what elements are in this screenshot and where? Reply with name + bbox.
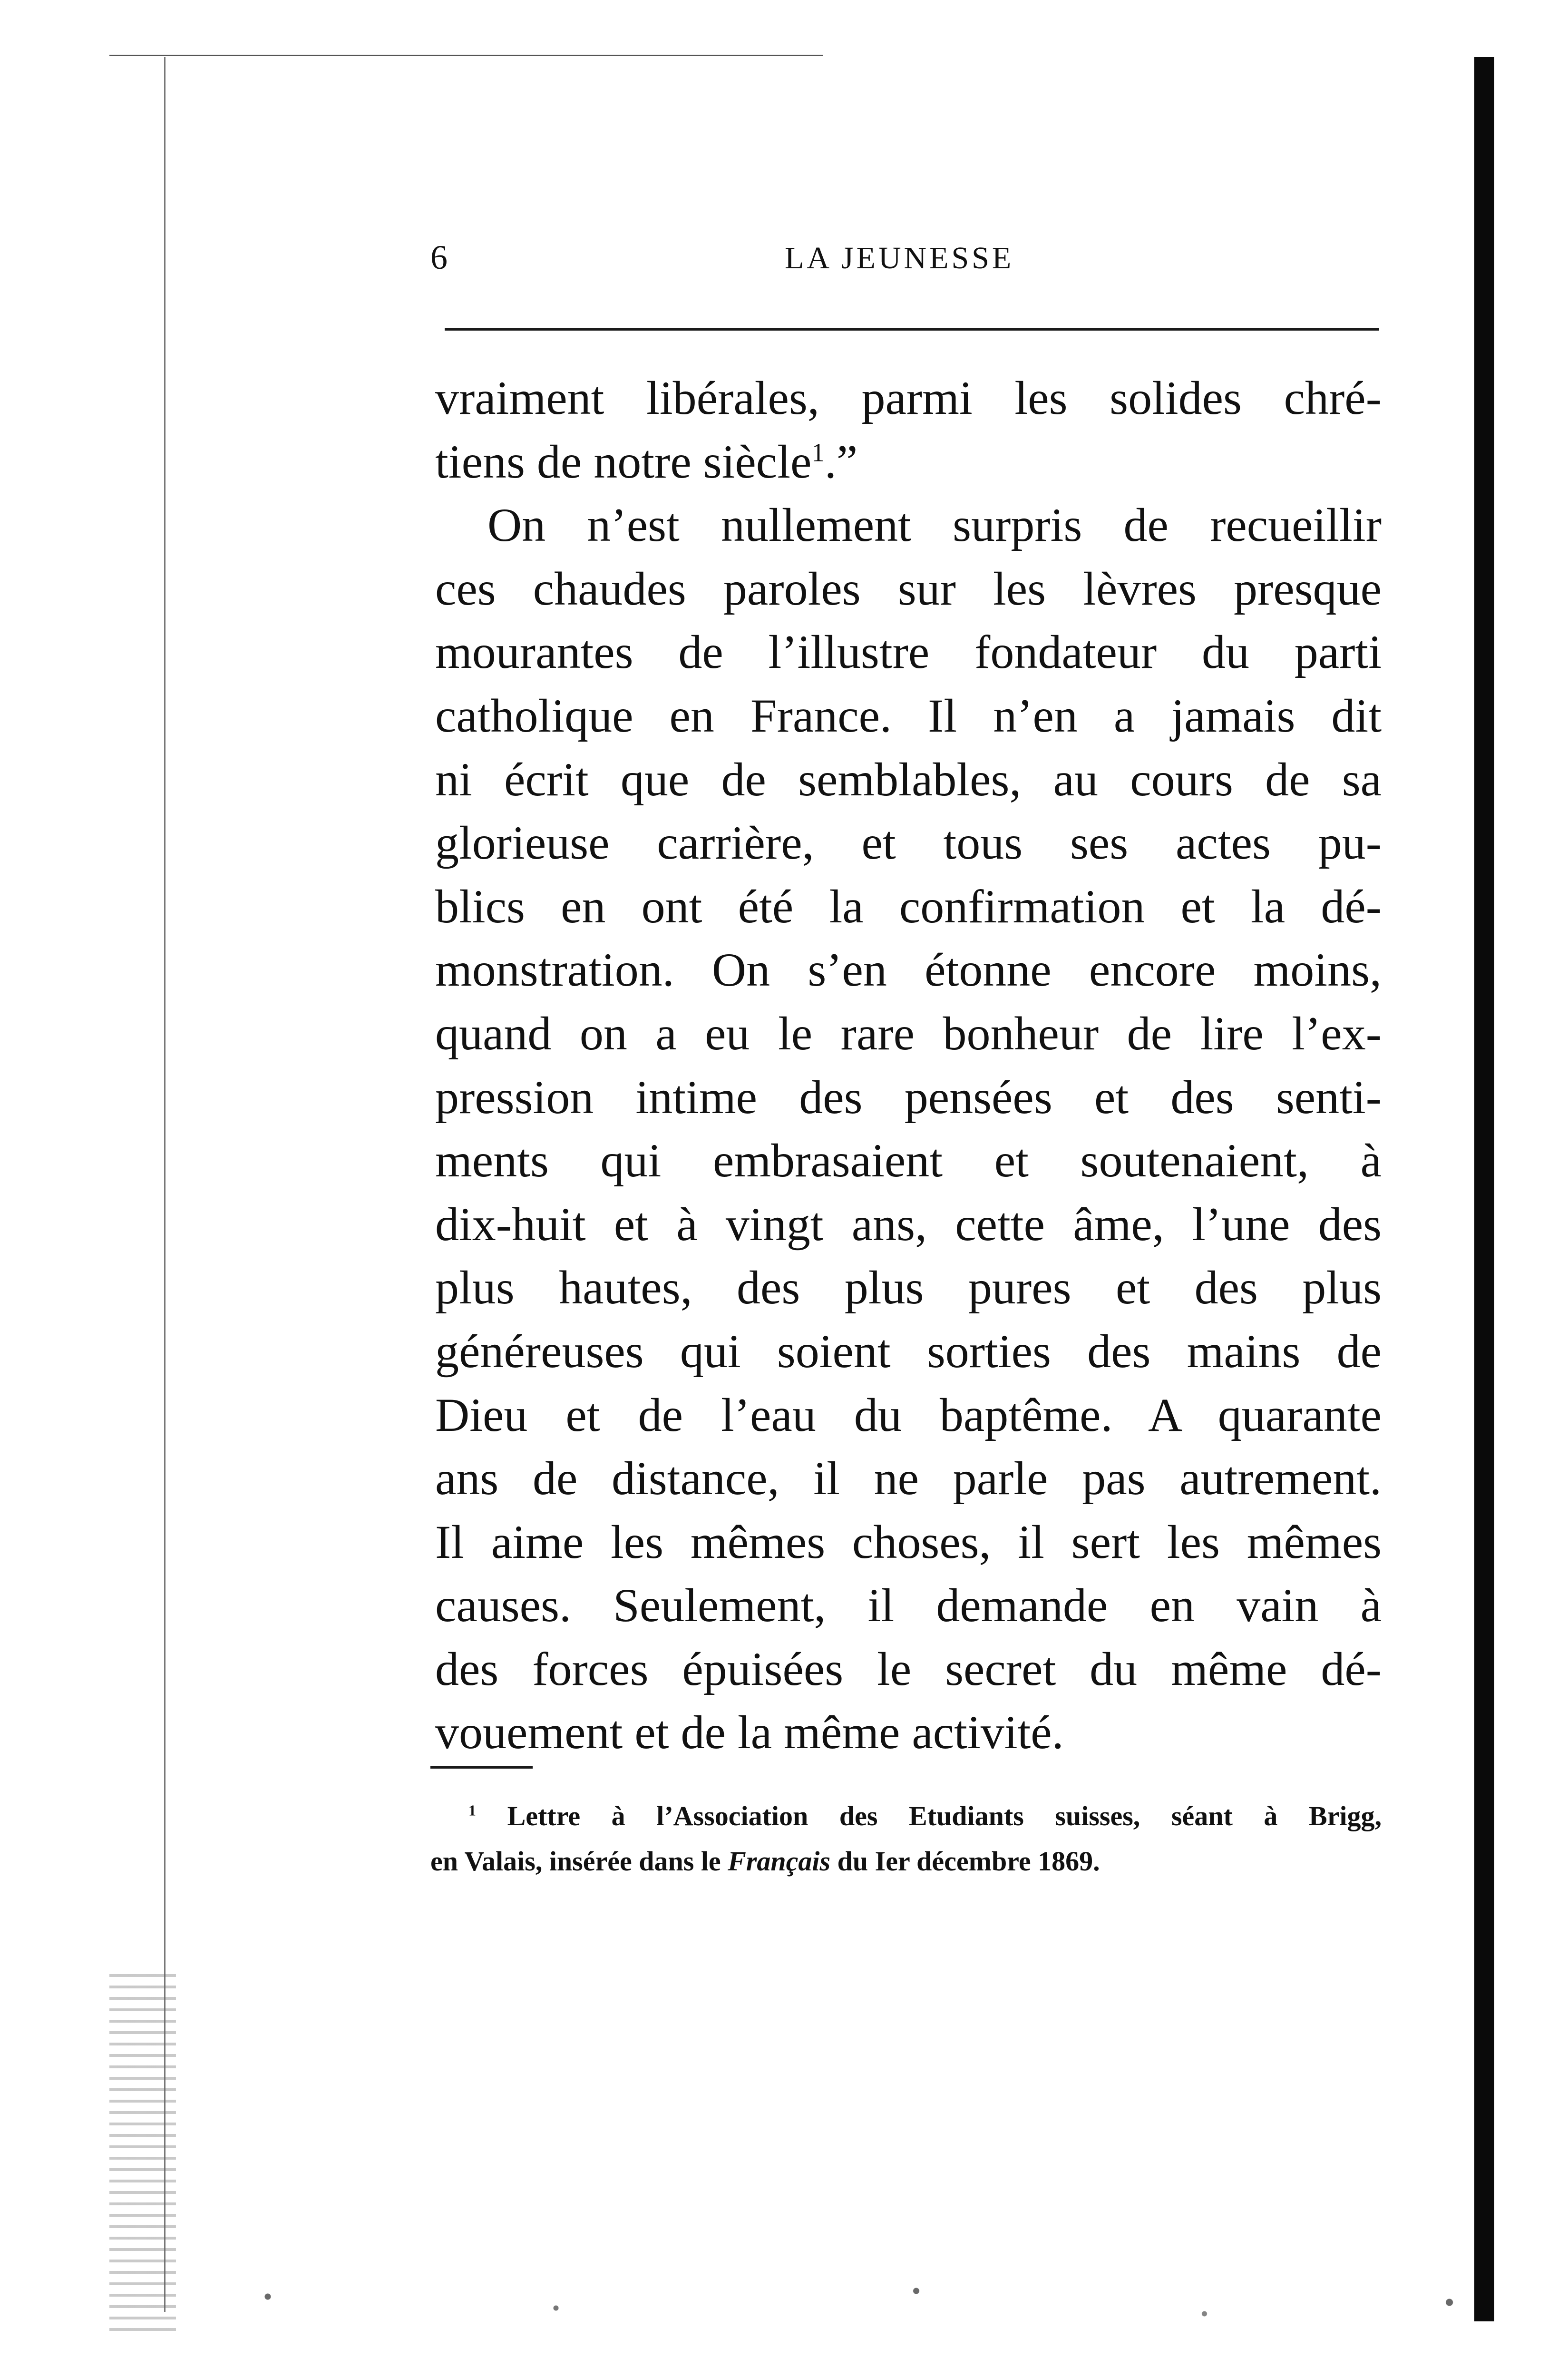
text-line: Dieu et de l’eau du baptême. A quarante — [435, 1388, 1382, 1441]
text-line: plus hautes, des plus pures et des plus — [435, 1261, 1382, 1314]
text-line: mourantes de l’illustre fondateur du parti — [435, 626, 1382, 679]
footnote — [430, 1793, 1382, 1884]
text-line: ments qui embrasaient et soutenaient, à — [435, 1134, 1382, 1187]
text-line: quand on a eu le rare bonheur de lire l’ex- — [435, 1007, 1382, 1060]
text-line: dix-huit et à vingt ans, cette âme, l’une des — [435, 1197, 1382, 1251]
scan-edge-top — [109, 55, 823, 56]
scan-edge-right-bar — [1474, 57, 1494, 2321]
footnote-reference: 1 — [811, 438, 825, 467]
text-line: blics en ont été la confirmation et la dé- — [435, 880, 1382, 933]
footnote-rule — [430, 1766, 533, 1769]
text-line: vouement et de la même activité. — [435, 1706, 1064, 1759]
scan-noise-bottom — [124, 2274, 1565, 2331]
text-line: généreuses qui soient sorties des mains de — [435, 1324, 1382, 1378]
footnote-marker: 1 — [468, 1802, 476, 1819]
running-title: LA JEUNESSE — [785, 241, 1014, 275]
scan-edge-left — [164, 57, 166, 2312]
text-line: causes. Seulement, il demande en vain à — [435, 1579, 1382, 1632]
text-line: des forces épuisées le secret du même dé- — [435, 1642, 1382, 1695]
text-line: vraiment libérales, parmi les solides chré- — [435, 372, 1382, 424]
text-line: ni écrit que de semblables, au cours de sa — [435, 753, 1382, 806]
body-text — [435, 366, 1382, 1764]
newspaper-title: Français — [728, 1846, 831, 1877]
page-number: 6 — [430, 238, 448, 276]
footnote-line: en Valais, insérée dans le Français du Ier décembre 1869. — [430, 1846, 1100, 1877]
text-line: ces chaudes paroles sur les lèvres presque — [435, 562, 1382, 615]
text-line: catholique en France. Il n’en a jamais dit — [435, 689, 1382, 742]
text-line: monstration. On s’en étonne encore moins, — [435, 943, 1382, 997]
text-line: pression intime des pensées et des senti- — [435, 1070, 1382, 1124]
text-line: ans de distance, il ne parle pas autrement. — [435, 1452, 1382, 1505]
text-line: glorieuse carrière, et tous ses actes pu- — [435, 816, 1382, 870]
text-line: On n’est nullement surpris de recueillir — [487, 499, 1382, 552]
text-line: tiens de notre siècle$^1$.” — [435, 435, 858, 488]
text-line: Il aime les mêmes choses, il sert les mêmes — [435, 1515, 1382, 1568]
footnote-line: $^1$ Lettre à l’Association des Etudiants suisses, séant à Brigg, — [468, 1800, 1382, 1831]
header-rule — [445, 328, 1379, 331]
